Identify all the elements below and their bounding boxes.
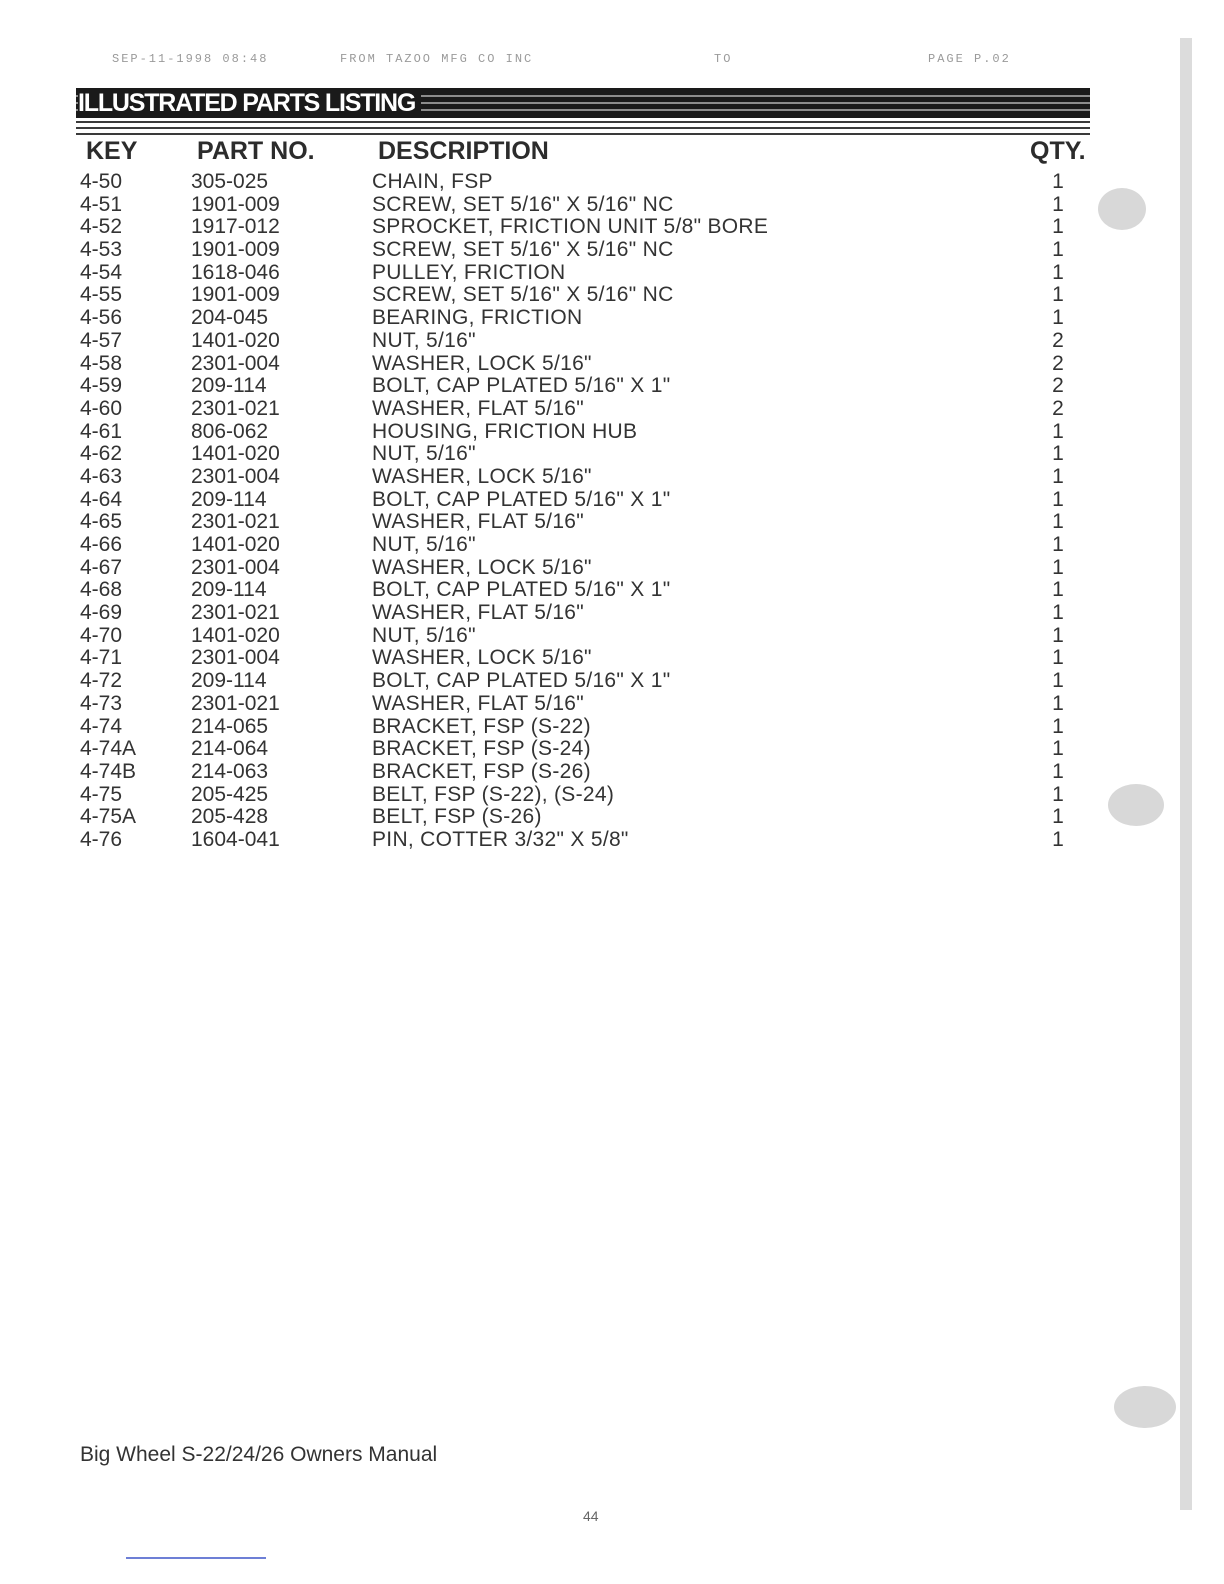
part-description: BELT, FSP (S-22), (S-24) — [372, 782, 615, 806]
part-description: BOLT, CAP PLATED 5/16" X 1" — [372, 669, 671, 693]
part-number: 2301-021 — [191, 396, 280, 420]
table-row — [0, 511, 1224, 534]
title-banner — [76, 88, 1090, 118]
part-description: SCREW, SET 5/16" X 5/16" NC — [372, 192, 674, 216]
table-row — [0, 375, 1224, 398]
part-number: 1401-020 — [191, 442, 280, 466]
part-number: 1604-041 — [191, 827, 280, 851]
fax-date-time: SEP-11-1998 08:48 — [112, 52, 269, 66]
part-description: NUT, 5/16" — [372, 533, 476, 556]
table-row — [0, 647, 1224, 670]
part-quantity: 1 — [1052, 691, 1064, 715]
part-description: BOLT, CAP PLATED 5/16" X 1" — [372, 374, 671, 398]
part-key: 4-50 — [80, 170, 123, 193]
part-description: BRACKET, FSP (S-26) — [372, 759, 591, 783]
part-description: WASHER, LOCK 5/16" — [372, 351, 592, 375]
part-quantity: 1 — [1052, 260, 1064, 284]
part-quantity: 2 — [1052, 374, 1064, 398]
part-quantity: 1 — [1052, 805, 1064, 829]
part-description: NUT, 5/16" — [372, 328, 476, 352]
table-row — [0, 330, 1224, 353]
part-number: 209-114 — [191, 578, 267, 602]
column-header-key: KEY — [86, 137, 138, 165]
part-quantity: 1 — [1052, 487, 1064, 511]
part-key: 4-55 — [80, 283, 123, 307]
part-description: BEARING, FRICTION — [372, 306, 583, 330]
part-key: 4-74B — [80, 759, 137, 783]
table-row — [0, 353, 1224, 376]
part-key: 4-71 — [80, 646, 123, 670]
part-key: 4-58 — [80, 351, 123, 375]
table-row — [0, 398, 1224, 421]
part-key: 4-57 — [80, 328, 123, 352]
part-number: 2301-021 — [191, 691, 280, 715]
table-row — [0, 738, 1224, 761]
part-quantity: 1 — [1052, 464, 1064, 488]
part-number: 214-065 — [191, 714, 269, 738]
part-description: WASHER, LOCK 5/16" — [372, 555, 592, 579]
part-description: NUT, 5/16" — [372, 442, 476, 466]
table-row — [0, 171, 1224, 194]
part-description: CHAIN, FSP — [372, 170, 493, 193]
table-row — [0, 421, 1224, 444]
table-row — [0, 829, 1224, 852]
part-number: 204-045 — [191, 306, 269, 330]
bottom-rule — [126, 1557, 266, 1559]
part-key: 4-63 — [80, 464, 123, 488]
fax-header — [0, 52, 1224, 74]
part-key: 4-51 — [80, 192, 123, 216]
part-quantity: 1 — [1052, 238, 1064, 262]
table-row — [0, 806, 1224, 829]
part-quantity: 1 — [1052, 578, 1064, 602]
part-quantity: 2 — [1052, 328, 1064, 352]
part-key: 4-67 — [80, 555, 123, 579]
table-row — [0, 466, 1224, 489]
part-key: 4-62 — [80, 442, 123, 466]
part-quantity: 1 — [1052, 192, 1064, 216]
part-number: 1618-046 — [191, 260, 280, 284]
part-key: 4-65 — [80, 510, 123, 534]
part-number: 2301-021 — [191, 601, 280, 625]
table-row — [0, 784, 1224, 807]
part-description: WASHER, FLAT 5/16" — [372, 396, 585, 420]
part-number: 1901-009 — [191, 192, 280, 216]
part-description: WASHER, FLAT 5/16" — [372, 691, 585, 715]
part-description: BRACKET, FSP (S-24) — [372, 737, 591, 761]
part-key: 4-69 — [80, 601, 123, 625]
part-number: 1401-020 — [191, 328, 280, 352]
part-number: 209-114 — [191, 487, 267, 511]
table-row — [0, 489, 1224, 512]
table-row — [0, 262, 1224, 285]
part-description: BOLT, CAP PLATED 5/16" X 1" — [372, 487, 671, 511]
part-number: 1401-020 — [191, 533, 280, 556]
part-number: 214-063 — [191, 759, 269, 783]
part-description: BELT, FSP (S-26) — [372, 805, 542, 829]
part-key: 4-53 — [80, 238, 123, 262]
part-quantity: 2 — [1052, 396, 1064, 420]
part-number: 2301-004 — [191, 555, 280, 579]
part-quantity: 1 — [1052, 714, 1064, 738]
column-header-qty: QTY. — [1030, 137, 1086, 165]
footer-manual-title: Big Wheel S-22/24/26 Owners Manual — [80, 1443, 438, 1466]
part-number: 209-114 — [191, 669, 267, 693]
title-rule — [76, 133, 1090, 135]
part-number: 214-064 — [191, 737, 269, 761]
part-description: WASHER, LOCK 5/16" — [372, 646, 592, 670]
part-description: WASHER, FLAT 5/16" — [372, 510, 585, 534]
part-quantity: 1 — [1052, 827, 1064, 851]
part-key: 4-70 — [80, 623, 123, 647]
part-number: 806-062 — [191, 419, 269, 443]
part-quantity: 1 — [1052, 737, 1064, 761]
part-key: 4-74 — [80, 714, 123, 738]
part-quantity: 1 — [1052, 306, 1064, 330]
part-key: 4-60 — [80, 396, 123, 420]
part-quantity: 1 — [1052, 170, 1064, 193]
part-quantity: 1 — [1052, 601, 1064, 625]
part-key: 4-75A — [80, 805, 137, 829]
table-row — [0, 443, 1224, 466]
table-row — [0, 284, 1224, 307]
part-key: 4-72 — [80, 669, 123, 693]
part-description: WASHER, FLAT 5/16" — [372, 601, 585, 625]
table-header — [0, 137, 1224, 167]
part-quantity: 1 — [1052, 419, 1064, 443]
part-number: 1917-012 — [191, 215, 280, 239]
part-quantity: 1 — [1052, 555, 1064, 579]
page-number: 44 — [583, 1508, 599, 1524]
fax-page: PAGE P.02 — [928, 52, 1011, 66]
part-key: 4-73 — [80, 691, 123, 715]
part-quantity: 1 — [1052, 646, 1064, 670]
title-rule — [76, 127, 1090, 129]
part-quantity: 2 — [1052, 351, 1064, 375]
part-description: NUT, 5/16" — [372, 623, 476, 647]
part-key: 4-54 — [80, 260, 123, 284]
table-row — [0, 557, 1224, 580]
fax-from: FROM TAZOO MFG CO INC — [340, 52, 534, 66]
table-row — [0, 716, 1224, 739]
part-quantity: 1 — [1052, 533, 1064, 556]
table-row — [0, 670, 1224, 693]
part-number: 205-428 — [191, 805, 269, 829]
part-description: BOLT, CAP PLATED 5/16" X 1" — [372, 578, 671, 602]
table-row — [0, 216, 1224, 239]
part-number: 209-114 — [191, 374, 267, 398]
part-number: 1901-009 — [191, 283, 280, 307]
part-quantity: 1 — [1052, 623, 1064, 647]
part-description: SCREW, SET 5/16" X 5/16" NC — [372, 238, 674, 262]
part-number: 2301-021 — [191, 510, 280, 534]
part-quantity: 1 — [1052, 442, 1064, 466]
table-row — [0, 761, 1224, 784]
part-description: PIN, COTTER 3/32" X 5/8" — [372, 827, 629, 851]
part-key: 4-68 — [80, 578, 123, 602]
table-row — [0, 307, 1224, 330]
part-description: WASHER, LOCK 5/16" — [372, 464, 592, 488]
column-header-description: DESCRIPTION — [378, 137, 549, 165]
part-quantity: 1 — [1052, 759, 1064, 783]
part-number: 305-025 — [191, 170, 269, 193]
table-row — [0, 534, 1224, 557]
page-title: ILLUSTRATED PARTS LISTING — [78, 88, 421, 118]
parts-table — [0, 171, 1224, 852]
part-quantity: 1 — [1052, 669, 1064, 693]
column-header-part-no: PART NO. — [197, 137, 315, 165]
part-key: 4-74A — [80, 737, 137, 761]
part-key: 4-75 — [80, 782, 123, 806]
part-key: 4-61 — [80, 419, 123, 443]
part-key: 4-59 — [80, 374, 123, 398]
part-key: 4-56 — [80, 306, 123, 330]
title-rule — [76, 121, 1090, 123]
part-key: 4-52 — [80, 215, 123, 239]
part-description: PULLEY, FRICTION — [372, 260, 566, 284]
part-description: SPROCKET, FRICTION UNIT 5/8" BORE — [372, 215, 769, 239]
table-row — [0, 625, 1224, 648]
part-number: 205-425 — [191, 782, 269, 806]
part-number: 2301-004 — [191, 646, 280, 670]
table-row — [0, 194, 1224, 217]
part-description: SCREW, SET 5/16" X 5/16" NC — [372, 283, 674, 307]
part-number: 1401-020 — [191, 623, 280, 647]
part-quantity: 1 — [1052, 510, 1064, 534]
part-number: 1901-009 — [191, 238, 280, 262]
binder-hole-bottom — [1114, 1386, 1176, 1428]
part-quantity: 1 — [1052, 215, 1064, 239]
part-number: 2301-004 — [191, 464, 280, 488]
part-quantity: 1 — [1052, 782, 1064, 806]
part-key: 4-64 — [80, 487, 123, 511]
part-description: BRACKET, FSP (S-22) — [372, 714, 591, 738]
part-description: HOUSING, FRICTION HUB — [372, 419, 638, 443]
table-row — [0, 239, 1224, 262]
table-row — [0, 693, 1224, 716]
fax-to: TO — [714, 52, 733, 66]
part-number: 2301-004 — [191, 351, 280, 375]
table-row — [0, 602, 1224, 625]
part-key: 4-76 — [80, 827, 123, 851]
part-quantity: 1 — [1052, 283, 1064, 307]
table-row — [0, 579, 1224, 602]
part-key: 4-66 — [80, 533, 123, 556]
